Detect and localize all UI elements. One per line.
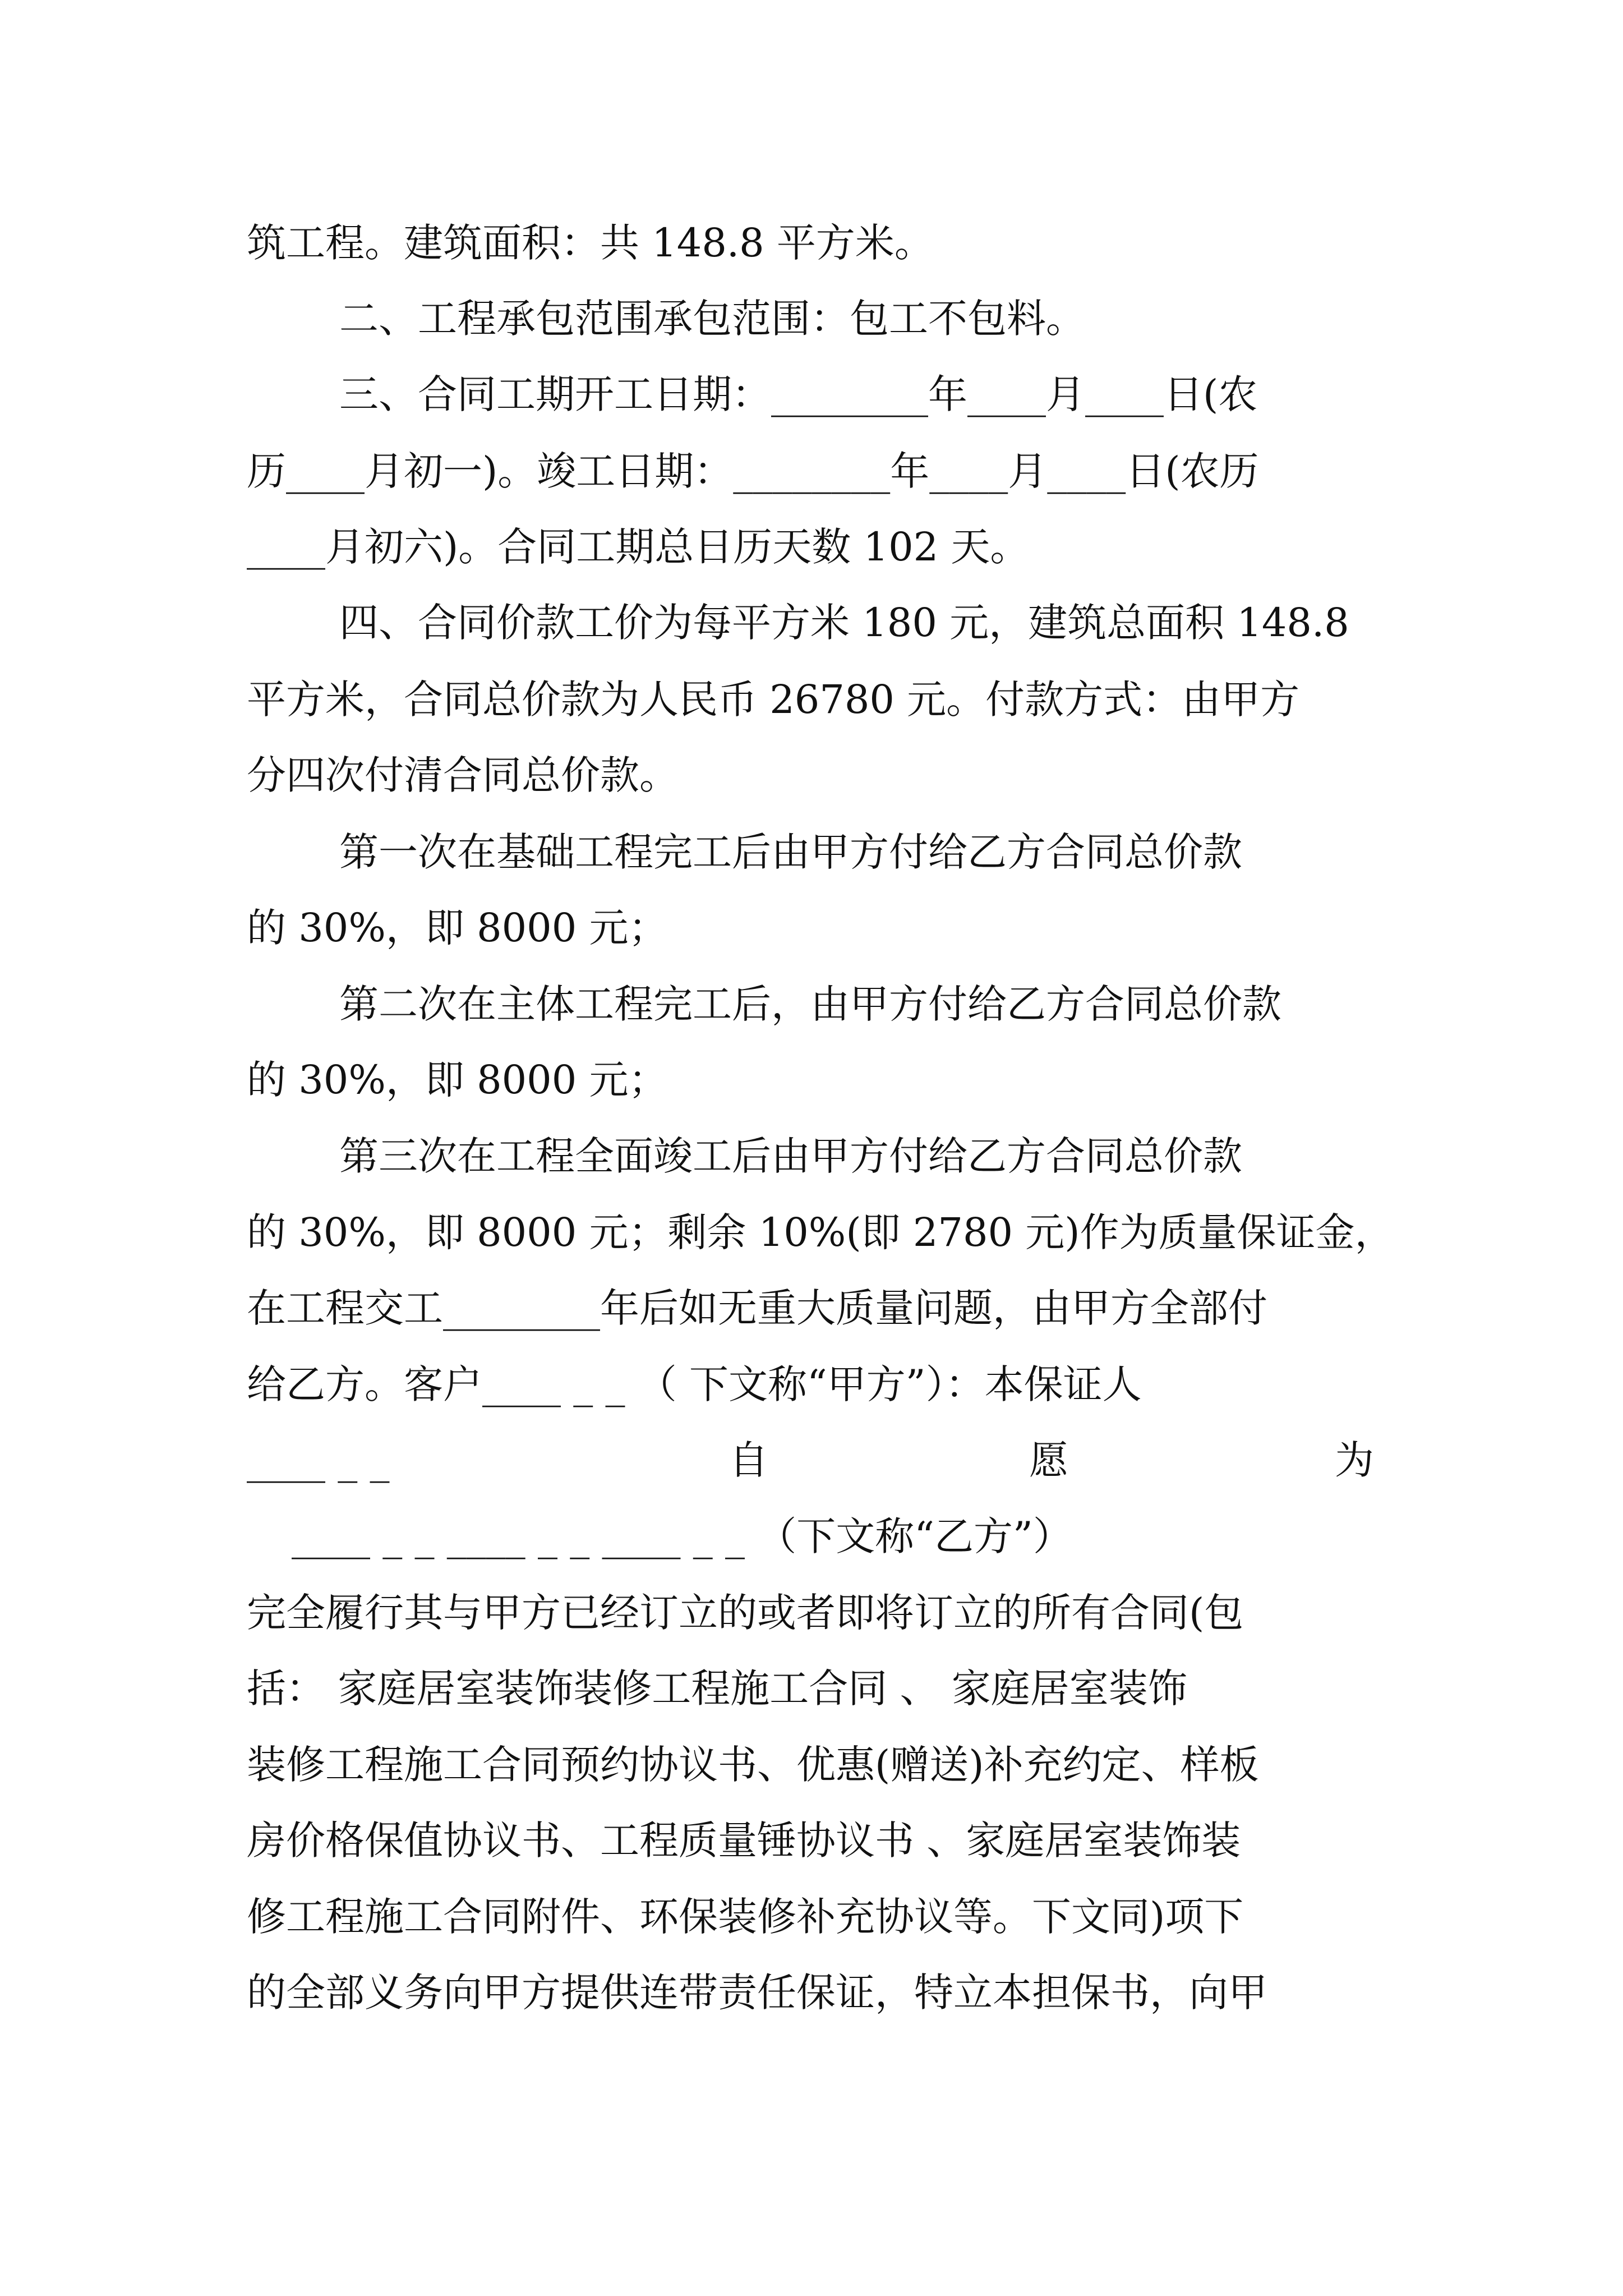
text-line: 给乙方。客户____ _ _ （ 下文称“甲方”）：本保证人 bbox=[247, 1361, 1142, 1407]
text-line: ____月初六)。合同工期总日历天数 102 天。 bbox=[247, 524, 1030, 570]
text-line: 在工程交工________年后如无重大质量问题，由甲方全部付 bbox=[247, 1285, 1267, 1331]
text-line: 第三次在工程全面竣工后由甲方付给乙方合同总价款 bbox=[339, 1133, 1242, 1179]
text-line: 四、合同价款工价为每平方米 180 元，建筑总面积 148.8 bbox=[339, 600, 1349, 646]
text-line: 第一次在基础工程完工后由甲方付给乙方合同总价款 bbox=[339, 829, 1242, 875]
spaced-char: 为 bbox=[1335, 1437, 1374, 1483]
text-line: 装修工程施工合同预约协议书、优惠(赠送)补充约定、样板 bbox=[247, 1742, 1259, 1788]
blank-fill-line: ____ _ _ bbox=[247, 1437, 390, 1483]
text-line: 筑工程。建筑面积：共 148.8 平方米。 bbox=[247, 220, 934, 266]
text-line: 的 30%，即 8000 元；剩余 10%(即 2780 元)作为质量保证金， bbox=[247, 1209, 1394, 1255]
text-line: 二、工程承包范围承包范围：包工不包料。 bbox=[339, 296, 1085, 342]
text-line: 修工程施工合同附件、环保装修补充协议等。下文同)项下 bbox=[247, 1894, 1244, 1940]
text-line: 括： 家庭居室装饰装修工程施工合同 、 家庭居室装饰 bbox=[247, 1665, 1187, 1711]
spaced-char: 愿 bbox=[1029, 1437, 1068, 1483]
text-line: 平方米，合同总价款为人民币 26780 元。付款方式：由甲方 bbox=[247, 677, 1300, 723]
text-line: 的 30%，即 8000 元； bbox=[247, 1057, 668, 1103]
text-line: 房价格保值协议书、工程质量锤协议书 、家庭居室装饰装 bbox=[247, 1818, 1241, 1864]
text-line: 分四次付清合同总价款。 bbox=[247, 752, 679, 798]
text-line: 完全履行其与甲方已经订立的或者即将订立的所有合同(包 bbox=[247, 1590, 1244, 1636]
text-line: 三、合同工期开工日期：________年____月____日(农 bbox=[339, 371, 1258, 417]
text-line: 历____月初一)。竣工日期：________年____月____日(农历 bbox=[247, 448, 1259, 494]
text-line: 的 30%，即 8000 元； bbox=[247, 905, 668, 951]
text-line: 第二次在主体工程完工后，由甲方付给乙方合同总价款 bbox=[339, 981, 1281, 1027]
text-line: 的全部义务向甲方提供连带责任保证，特立本担保书，向甲 bbox=[247, 1970, 1267, 2016]
text-line: ____ _ _ ____ _ _ ____ _ _ （下文称“乙方”） bbox=[292, 1513, 1072, 1559]
spaced-char: 自 bbox=[729, 1437, 768, 1483]
